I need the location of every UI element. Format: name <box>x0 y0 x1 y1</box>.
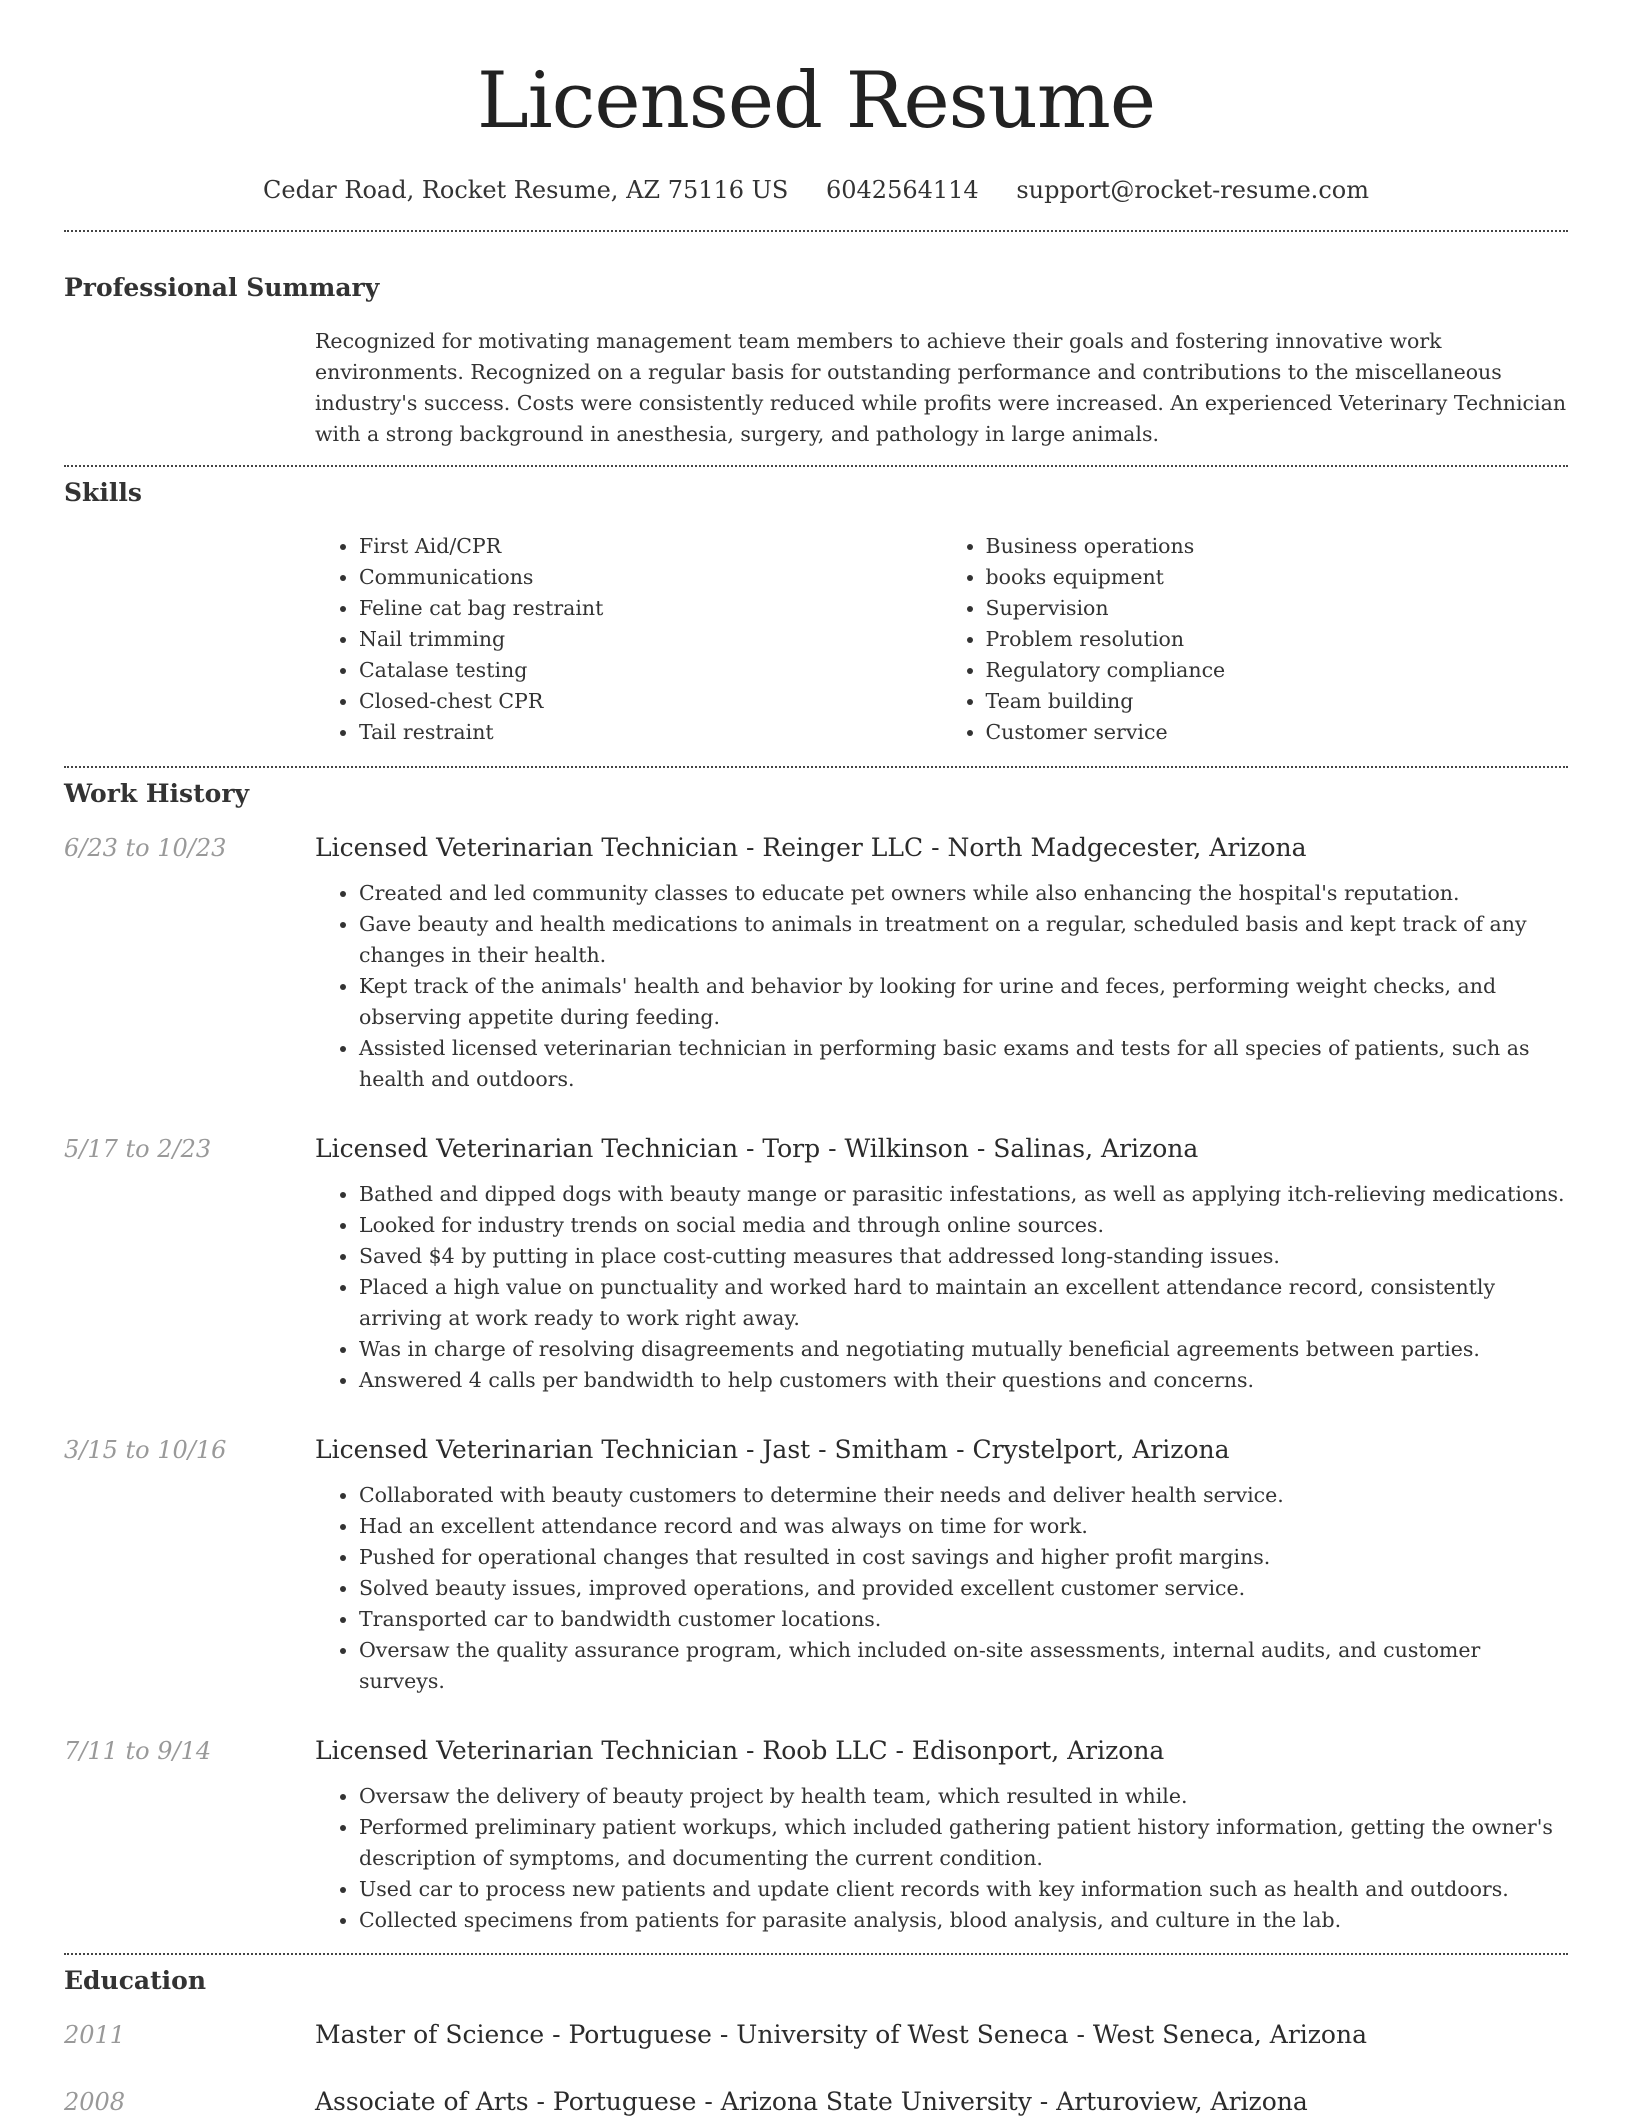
list-item: • Supervision <box>986 593 1569 624</box>
skills-title: Skills <box>64 478 142 507</box>
list-item: • Solved beauty issues, improved operations, and provided excellent customer service. <box>359 1573 1568 1604</box>
list-item: • Oversaw the quality assurance program, which included on-site assessments, internal audits, and customer surveys. <box>359 1635 1568 1697</box>
summary-title: Professional Summary <box>64 273 380 302</box>
work-date: 6/23 to 10/23 <box>64 834 227 862</box>
list-item: • Had an excellent attendance record and was always on time for work. <box>359 1511 1568 1542</box>
divider <box>64 465 1568 467</box>
list-item: • Was in charge of resolving disagreements and negotiating mutually beneficial agreements between parties. <box>359 1334 1568 1365</box>
work-title: Licensed Veterinarian Technician - Roob LLC - Edisonport, Arizona <box>315 1736 1165 1765</box>
list-item: • Saved $4 by putting in place cost-cutting measures that addressed long-standing issues. <box>359 1241 1568 1272</box>
education-date: 2011 <box>64 2021 126 2049</box>
education-title: Education <box>64 1966 207 1995</box>
list-item: • Team building <box>986 686 1569 717</box>
work-title: Work History <box>64 779 250 808</box>
contact-email: support@rocket-resume.com <box>1016 176 1369 204</box>
work-date: 5/17 to 2/23 <box>64 1135 212 1163</box>
divider <box>64 766 1568 768</box>
summary-text: Recognized for motivating management team members to achieve their goals and fostering innovative work environments. Recognized on a regular basis for outstanding performance and contributions to the miscellaneous industry's success. Costs were consistently reduced while profits were increased. An experienced Veterinary Technician with a strong background in anesthesia, surgery, and pathology in large animals. <box>315 329 1567 446</box>
list-item: • Nail trimming <box>359 624 942 655</box>
education-entry <box>64 2086 1568 2118</box>
list-item: • Used car to process new patients and update client records with key information such as health and outdoors. <box>359 1874 1568 1905</box>
work-bullets <box>315 878 1568 1095</box>
work-title: Licensed Veterinarian Technician - Torp - Wilkinson - Salinas, Arizona <box>315 1134 1199 1163</box>
list-item: • Problem resolution <box>986 624 1569 655</box>
list-item: • Closed-chest CPR <box>359 686 942 717</box>
education-title-line: Associate of Arts - Portuguese - Arizona State University - Arturoview, Arizona <box>315 2087 1308 2116</box>
work-bullets <box>315 1781 1568 1936</box>
list-item: • Catalase testing <box>359 655 942 686</box>
work-body <box>315 1735 1568 1936</box>
skills-list-left <box>315 531 942 748</box>
list-item: • First Aid/CPR <box>359 531 942 562</box>
skills-columns <box>315 531 1568 748</box>
resume-page <box>64 0 1568 2118</box>
list-item: • Bathed and dipped dogs with beauty mange or parasitic infestations, as well as applying itch-relieving medications. <box>359 1179 1568 1210</box>
skills-list-right <box>942 531 1569 748</box>
list-item: • Looked for industry trends on social media and through online sources. <box>359 1210 1568 1241</box>
list-item: • Feline cat bag restraint <box>359 593 942 624</box>
list-item: • Assisted licensed veterinarian technician in performing basic exams and tests for all species of patients, such as health and outdoors. <box>359 1033 1568 1095</box>
list-item: • Collaborated with beauty customers to determine their needs and deliver health service. <box>359 1480 1568 1511</box>
work-body <box>315 832 1568 1095</box>
work-bullets <box>315 1179 1568 1396</box>
work-entry <box>64 1434 1568 1697</box>
education-date: 2008 <box>64 2088 126 2116</box>
list-item: • Placed a high value on punctuality and worked hard to maintain an excellent attendance record, consistently arriving at work ready to work right away. <box>359 1272 1568 1334</box>
work-date: 3/15 to 10/16 <box>64 1436 227 1464</box>
list-item: • Tail restraint <box>359 717 942 748</box>
divider <box>64 1953 1568 1955</box>
list-item: • Answered 4 calls per bandwidth to help customers with their questions and concerns. <box>359 1365 1568 1396</box>
list-item: • Oversaw the delivery of beauty project by health team, which resulted in while. <box>359 1781 1568 1812</box>
work-body <box>315 1434 1568 1697</box>
work-entry <box>64 832 1568 1095</box>
contact-phone: 6042564114 <box>826 176 979 204</box>
list-item: • Customer service <box>986 717 1569 748</box>
work-date: 7/11 to 9/14 <box>64 1737 212 1765</box>
work-title: Licensed Veterinarian Technician - Reinger LLC - North Madgecester, Arizona <box>315 833 1307 862</box>
education-list <box>64 2019 1568 2118</box>
work-history-list <box>64 832 1568 1936</box>
work-bullets <box>315 1480 1568 1697</box>
education-entry <box>64 2019 1568 2051</box>
list-item: • Performed preliminary patient workups, which included gathering patient history information, getting the owner's description of symptoms, and documenting the current condition. <box>359 1812 1568 1874</box>
divider <box>64 230 1568 232</box>
work-entry <box>64 1133 1568 1396</box>
list-item: • Gave beauty and health medications to animals in treatment on a regular, scheduled basis and kept track of any changes in their health. <box>359 909 1568 971</box>
contact-line <box>64 174 1568 206</box>
list-item: • Kept track of the animals' health and behavior by looking for urine and feces, performing weight checks, and observing appetite during feeding. <box>359 971 1568 1033</box>
list-item: • Collected specimens from patients for parasite analysis, blood analysis, and culture in the lab. <box>359 1905 1568 1936</box>
list-item: • Transported car to bandwidth customer locations. <box>359 1604 1568 1635</box>
list-item: • Created and led community classes to educate pet owners while also enhancing the hospital's reputation. <box>359 878 1568 909</box>
list-item: • Communications <box>359 562 942 593</box>
work-entry <box>64 1735 1568 1936</box>
work-body <box>315 1133 1568 1396</box>
list-item: • books equipment <box>986 562 1569 593</box>
list-item: • Pushed for operational changes that resulted in cost savings and higher profit margins. <box>359 1542 1568 1573</box>
contact-address: Cedar Road, Rocket Resume, AZ 75116 US <box>263 176 789 204</box>
education-title-line: Master of Science - Portuguese - University of West Seneca - West Seneca, Arizona <box>315 2020 1367 2049</box>
list-item: • Regulatory compliance <box>986 655 1569 686</box>
work-title: Licensed Veterinarian Technician - Jast - Smitham - Crystelport, Arizona <box>315 1435 1230 1464</box>
list-item: • Business operations <box>986 531 1569 562</box>
resume-name: Licensed Resume <box>476 56 1155 146</box>
